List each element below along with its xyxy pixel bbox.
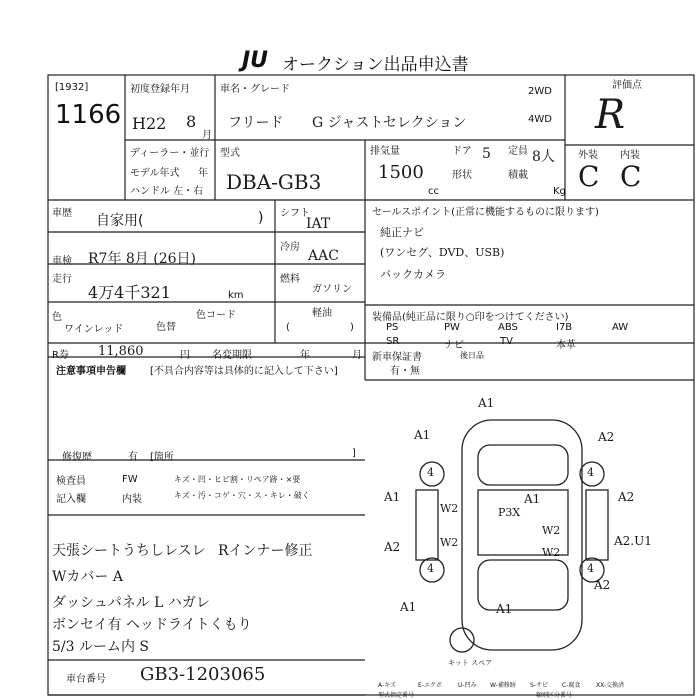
legend-u: U-凹み	[458, 682, 477, 689]
warranty-label: 新車保証書	[372, 352, 422, 363]
mark-w2-3: W2	[542, 524, 561, 537]
model-year-label: モデル年式	[130, 168, 180, 179]
registration-month: 8	[186, 112, 197, 131]
fuel-gasoline: ガソリン	[312, 284, 352, 295]
interior-value: C	[620, 160, 642, 193]
registration-month-unit: 月	[202, 130, 212, 141]
spare-label: キット スペア	[448, 659, 493, 667]
mark-w2-2: W2	[440, 536, 459, 549]
lot-number: 1166	[55, 100, 122, 130]
nv-label: 内装	[122, 494, 142, 505]
mark-w2-1: W2	[440, 502, 459, 515]
recycle-label: R券	[52, 350, 69, 361]
inspector-label: 検査員	[56, 476, 86, 487]
load-unit: Kg	[553, 186, 566, 197]
equip-pw: PW	[444, 322, 460, 333]
recycle-unit: 円	[180, 350, 190, 361]
aircon-value: AAC	[308, 248, 339, 264]
fuel-label: 燃料	[280, 274, 300, 285]
mark-a2-fr: A2	[598, 430, 615, 444]
mark-w2-4: W2	[542, 546, 561, 559]
legend-e: E-エクボ	[418, 682, 442, 689]
grade-score: R	[595, 92, 626, 138]
shape-label: 形状	[452, 170, 472, 181]
equip-airbag: I7B	[556, 322, 573, 333]
equip-abs: ABS	[498, 322, 518, 333]
mark-p3x: P3X	[498, 506, 521, 519]
displacement-label: 排気量	[370, 146, 400, 157]
mark-a1-l2: A1	[384, 490, 401, 504]
transfer-month-unit: 月	[352, 350, 362, 361]
mark-a2-rr: A2	[594, 578, 611, 592]
equipment-label: 装備品(純正品に限り○印をつけてください)	[372, 312, 569, 323]
mark-4-rl: 4	[427, 562, 434, 575]
fuel-paren-open: (	[286, 322, 290, 333]
displacement-value: 1500	[378, 162, 424, 183]
type-label: 型式指定番号	[378, 692, 415, 699]
history-label: 車歴	[52, 208, 72, 219]
mileage-value: 4万4千321	[88, 283, 171, 302]
color-label: 色	[52, 312, 62, 323]
sales-line-2: (ワンセグ、DVD、USB)	[380, 246, 505, 259]
inspection-label: 車検	[52, 256, 72, 267]
legend-xx: XX-交換済	[596, 682, 625, 689]
equip-tv: TV	[500, 336, 513, 347]
nv-desc: キズ・汚・コゲ・穴・ス・キレ・破く	[174, 491, 310, 500]
fuel-paren-close: )	[350, 322, 354, 333]
interior-label: 内装	[620, 150, 640, 161]
color-code-label: 色コード	[196, 310, 236, 321]
recycle-value: 11,860	[98, 344, 144, 359]
load-label: 積載	[508, 170, 528, 181]
mark-a1-rl: A1	[400, 600, 417, 614]
dealer-label: ディーラー・並行	[130, 148, 210, 159]
legend-w: W-補修跡	[490, 682, 516, 689]
aircon-label: 冷房	[280, 242, 300, 253]
legend-c: C-腐食	[562, 682, 581, 689]
mark-a1-c: A1	[524, 492, 541, 506]
note-line-4: ボンセイ有 ヘッドライトくもり	[52, 617, 252, 633]
four-wd-label: 4WD	[528, 114, 552, 125]
cat-label: 類別区分番号	[536, 692, 573, 699]
form-title: オークション出品申込書	[282, 55, 469, 75]
car-name-label: 車名・グレード	[220, 84, 290, 95]
registration-label: 初度登録年月	[130, 84, 190, 95]
model-year-unit: 年	[198, 168, 208, 179]
legend-s: S-サビ	[530, 682, 548, 689]
note-line-2: Wカバー A	[52, 569, 123, 585]
mark-4-fl: 4	[427, 466, 434, 479]
note-right: Rインナー修正	[218, 543, 313, 559]
sales-points-label: セールスポイント(正常に機能するものに限ります)	[372, 207, 599, 218]
equip-aw: AW	[612, 322, 629, 333]
fw-label: FW	[122, 474, 138, 485]
transfer-label: 名変期限	[212, 350, 252, 361]
displacement-unit: cc	[428, 186, 439, 197]
exterior-label: 外装	[578, 150, 598, 161]
note-line-3: ダッシュパネル L ハガレ	[52, 595, 210, 611]
shift-value: IAT	[306, 216, 331, 232]
equip-leather: 本革	[556, 340, 576, 351]
repair-close: ]	[352, 448, 356, 459]
ju-logo: JU	[242, 48, 269, 73]
repair-yes: 有	[128, 452, 138, 463]
shift-label: シフト	[280, 208, 310, 219]
lot-ref: [1932]	[55, 82, 89, 93]
mark-a1-top: A1	[478, 396, 495, 410]
model-value: DBA-GB3	[226, 170, 322, 194]
sales-line-3: バックカメラ	[380, 268, 446, 281]
sales-line-1: 純正ナビ	[380, 226, 424, 239]
history-value: 自家用(	[96, 213, 144, 229]
after-label: 後日品	[460, 351, 484, 360]
history-close: )	[258, 210, 264, 226]
capacity-value: 8人	[532, 149, 555, 165]
mark-a2-r: A2	[618, 490, 635, 504]
notes-sub: [不具合内容等は具体的に記入して下さい]	[150, 366, 338, 377]
model-label: 型式	[220, 148, 240, 159]
transfer-year-unit: 年	[300, 350, 310, 361]
mark-a2-l: A2	[384, 540, 401, 554]
handle-label: ハンドル 左・右	[130, 186, 204, 197]
car-name: フリード	[228, 115, 284, 131]
equip-ps: PS	[386, 322, 399, 333]
mark-4-fr: 4	[587, 466, 594, 479]
two-wd-label: 2WD	[528, 86, 552, 97]
door-label: ドア	[452, 146, 472, 157]
chassis-value: GB3-1203065	[140, 664, 266, 685]
notes-label: 注意事項申告欄	[56, 366, 126, 377]
chassis-label: 車台番号	[66, 674, 106, 685]
mark-a1-left: A1	[414, 428, 431, 442]
repair-location: [箇所	[150, 452, 174, 463]
equip-sr: SR	[386, 336, 400, 347]
capacity-label: 定員	[508, 146, 528, 157]
note-line-5: 5/3 ルーム内 S	[52, 639, 150, 655]
registration-year: H22	[132, 114, 167, 133]
inspection-value: R7年 8月 (26日)	[88, 251, 196, 267]
grade-score-label: 評価点	[612, 80, 642, 91]
mileage-unit: km	[228, 290, 244, 301]
mark-a1-rear: A1	[496, 602, 513, 616]
mark-a2u1: A2.U1	[614, 534, 652, 548]
mileage-label: 走行	[52, 274, 72, 285]
color-value: ワインレッド	[64, 324, 124, 335]
warranty-values: 有・無	[390, 366, 420, 377]
door-value: 5	[482, 146, 491, 162]
fuel-light-oil: 軽油	[312, 308, 332, 319]
exterior-value: C	[578, 160, 600, 193]
car-grade: G ジャストセレクション	[312, 115, 467, 131]
legend-a: A-キズ	[378, 682, 397, 689]
entry-label: 記入欄	[56, 494, 86, 505]
note-line-1: 天張シートうちしレスレ	[52, 543, 206, 559]
fw-desc: キズ・凹・ヒビ割・リペア跡・×要	[174, 475, 301, 484]
color-change-label: 色替	[156, 322, 176, 333]
repair-label: 修復歴	[62, 452, 92, 463]
mark-4-rr: 4	[587, 562, 594, 575]
equip-navi: ナビ	[444, 340, 464, 351]
